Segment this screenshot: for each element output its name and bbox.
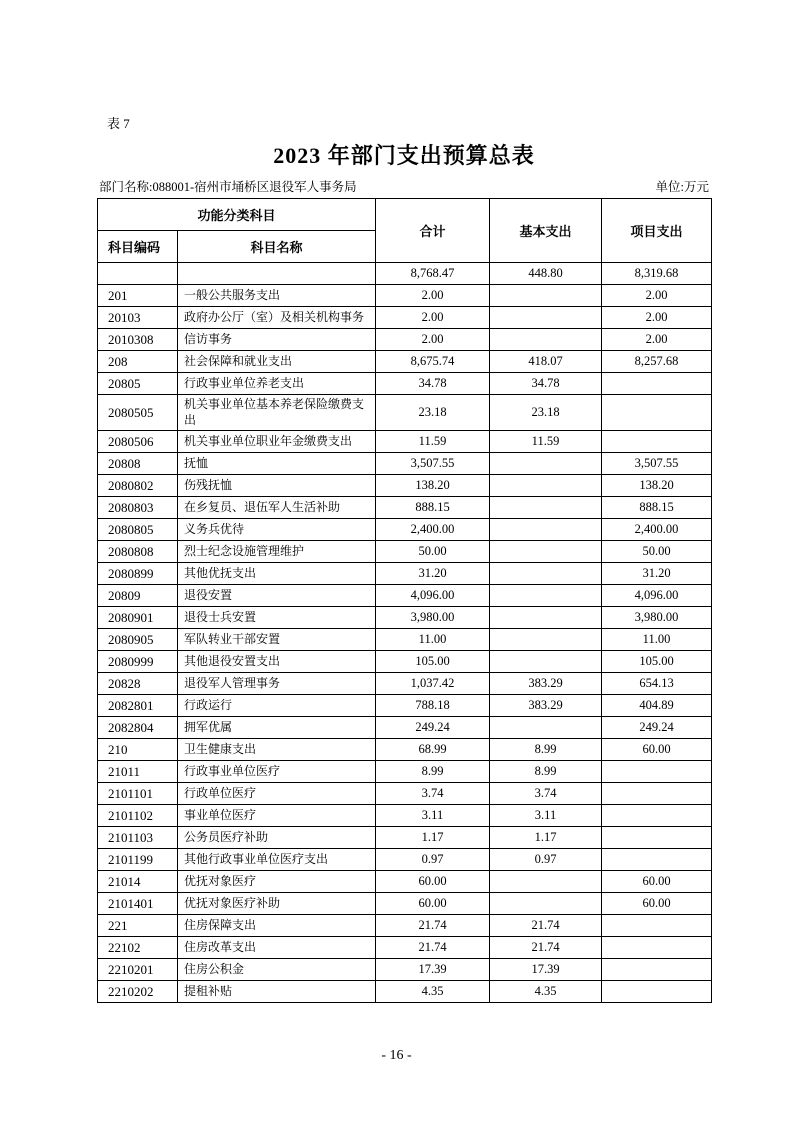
table-row bbox=[98, 827, 712, 849]
subject-name-cell: 行政单位医疗 bbox=[178, 783, 376, 805]
subject-name-cell: 机关事业单位基本养老保险缴费支出 bbox=[178, 395, 376, 431]
total-cell: 4,096.00 bbox=[376, 585, 490, 607]
basic-expense-cell: 418.07 bbox=[490, 351, 602, 373]
total-cell: 60.00 bbox=[376, 893, 490, 915]
subject-code-cell: 2080999 bbox=[98, 651, 178, 673]
subject-name-cell: 其他退役安置支出 bbox=[178, 651, 376, 673]
subject-name-cell: 在乡复员、退伍军人生活补助 bbox=[178, 497, 376, 519]
project-expense-cell bbox=[602, 373, 712, 395]
project-expense-cell: 60.00 bbox=[602, 739, 712, 761]
subject-name-cell: 军队转业干部安置 bbox=[178, 629, 376, 651]
subject-name-cell: 退役士兵安置 bbox=[178, 607, 376, 629]
basic-expense-cell bbox=[490, 585, 602, 607]
subject-code-cell bbox=[98, 263, 178, 285]
project-expense-cell: 2.00 bbox=[602, 329, 712, 351]
project-expense-cell: 8,319.68 bbox=[602, 263, 712, 285]
subject-name-cell: 其他行政事业单位医疗支出 bbox=[178, 849, 376, 871]
table-row bbox=[98, 329, 712, 351]
budget-table bbox=[97, 198, 712, 1003]
total-cell: 2,400.00 bbox=[376, 519, 490, 541]
subject-code-cell: 208 bbox=[98, 351, 178, 373]
subject-code-cell: 2101401 bbox=[98, 893, 178, 915]
table-row bbox=[98, 915, 712, 937]
total-cell: 17.39 bbox=[376, 959, 490, 981]
basic-expense-cell bbox=[490, 519, 602, 541]
subject-name-cell: 住房保障支出 bbox=[178, 915, 376, 937]
subject-name-cell: 行政事业单位养老支出 bbox=[178, 373, 376, 395]
total-cell: 2.00 bbox=[376, 329, 490, 351]
subject-code-cell: 21011 bbox=[98, 761, 178, 783]
table-row bbox=[98, 307, 712, 329]
project-expense-cell: 2.00 bbox=[602, 307, 712, 329]
project-expense-cell bbox=[602, 395, 712, 431]
subject-code-cell: 2082801 bbox=[98, 695, 178, 717]
project-expense-cell bbox=[602, 915, 712, 937]
subject-name-cell: 退役安置 bbox=[178, 585, 376, 607]
basic-expense-cell: 383.29 bbox=[490, 695, 602, 717]
subject-name-cell: 一般公共服务支出 bbox=[178, 285, 376, 307]
subject-name-cell: 伤残抚恤 bbox=[178, 475, 376, 497]
subject-name-cell: 抚恤 bbox=[178, 453, 376, 475]
basic-expense-cell bbox=[490, 307, 602, 329]
table-row bbox=[98, 519, 712, 541]
page-title: 2023 年部门支出预算总表 bbox=[273, 143, 535, 168]
subject-name-cell: 公务员医疗补助 bbox=[178, 827, 376, 849]
table-row bbox=[98, 541, 712, 563]
project-expense-cell bbox=[602, 431, 712, 453]
project-expense-cell: 50.00 bbox=[602, 541, 712, 563]
unit-label: 单位:万元 bbox=[655, 180, 709, 194]
basic-expense-cell bbox=[490, 871, 602, 893]
total-cell: 8,675.74 bbox=[376, 351, 490, 373]
header-functional-category: 功能分类科目 bbox=[98, 199, 376, 231]
header-row-group bbox=[98, 199, 712, 231]
total-cell: 50.00 bbox=[376, 541, 490, 563]
subject-code-cell: 22102 bbox=[98, 937, 178, 959]
subject-name-cell bbox=[178, 263, 376, 285]
project-expense-cell: 2.00 bbox=[602, 285, 712, 307]
total-cell: 8,768.47 bbox=[376, 263, 490, 285]
table-row bbox=[98, 563, 712, 585]
subject-name-cell: 机关事业单位职业年金缴费支出 bbox=[178, 431, 376, 453]
subject-code-cell: 2101199 bbox=[98, 849, 178, 871]
total-cell: 0.97 bbox=[376, 849, 490, 871]
project-expense-cell bbox=[602, 805, 712, 827]
project-expense-cell: 4,096.00 bbox=[602, 585, 712, 607]
subject-name-cell: 政府办公厅（室）及相关机构事务 bbox=[178, 307, 376, 329]
subject-code-cell: 2080905 bbox=[98, 629, 178, 651]
total-cell: 11.59 bbox=[376, 431, 490, 453]
total-cell: 1.17 bbox=[376, 827, 490, 849]
subject-code-cell: 2080506 bbox=[98, 431, 178, 453]
project-expense-cell: 404.89 bbox=[602, 695, 712, 717]
header-project-expense: 项目支出 bbox=[602, 199, 712, 263]
basic-expense-cell bbox=[490, 497, 602, 519]
basic-expense-cell bbox=[490, 541, 602, 563]
total-cell: 34.78 bbox=[376, 373, 490, 395]
subject-code-cell: 20828 bbox=[98, 673, 178, 695]
subject-name-cell: 优抚对象医疗 bbox=[178, 871, 376, 893]
subject-code-cell: 20809 bbox=[98, 585, 178, 607]
project-expense-cell bbox=[602, 981, 712, 1003]
subject-name-cell: 卫生健康支出 bbox=[178, 739, 376, 761]
subject-name-cell: 提租补贴 bbox=[178, 981, 376, 1003]
header-subject-name: 科目名称 bbox=[178, 231, 376, 263]
basic-expense-cell bbox=[490, 717, 602, 739]
meta-row bbox=[97, 178, 711, 195]
subject-code-cell: 2101102 bbox=[98, 805, 178, 827]
table-row bbox=[98, 629, 712, 651]
subject-code-cell: 2080803 bbox=[98, 497, 178, 519]
subject-code-cell: 2080899 bbox=[98, 563, 178, 585]
table-row bbox=[98, 937, 712, 959]
table-row bbox=[98, 805, 712, 827]
table-row bbox=[98, 497, 712, 519]
page-content bbox=[97, 113, 711, 1003]
project-expense-cell bbox=[602, 827, 712, 849]
total-cell: 3,980.00 bbox=[376, 607, 490, 629]
basic-expense-cell: 383.29 bbox=[490, 673, 602, 695]
total-cell: 249.24 bbox=[376, 717, 490, 739]
table-row bbox=[98, 285, 712, 307]
total-cell: 21.74 bbox=[376, 937, 490, 959]
table-row bbox=[98, 351, 712, 373]
total-cell: 3.74 bbox=[376, 783, 490, 805]
project-expense-cell: 888.15 bbox=[602, 497, 712, 519]
subject-name-cell: 行政运行 bbox=[178, 695, 376, 717]
subject-name-cell: 义务兵优待 bbox=[178, 519, 376, 541]
subject-name-cell: 社会保障和就业支出 bbox=[178, 351, 376, 373]
table-row bbox=[98, 651, 712, 673]
project-expense-cell bbox=[602, 849, 712, 871]
subject-code-cell: 2082804 bbox=[98, 717, 178, 739]
total-cell: 3,507.55 bbox=[376, 453, 490, 475]
basic-expense-cell bbox=[490, 453, 602, 475]
basic-expense-cell bbox=[490, 893, 602, 915]
subject-code-cell: 2080802 bbox=[98, 475, 178, 497]
total-cell: 105.00 bbox=[376, 651, 490, 673]
project-expense-cell bbox=[602, 761, 712, 783]
subject-name-cell: 信访事务 bbox=[178, 329, 376, 351]
basic-expense-cell: 448.80 bbox=[490, 263, 602, 285]
basic-expense-cell: 0.97 bbox=[490, 849, 602, 871]
header-subject-code: 科目编码 bbox=[98, 231, 178, 263]
header-basic-expense: 基本支出 bbox=[490, 199, 602, 263]
header-total: 合计 bbox=[376, 199, 490, 263]
table-row bbox=[98, 893, 712, 915]
subject-code-cell: 20805 bbox=[98, 373, 178, 395]
basic-expense-cell bbox=[490, 651, 602, 673]
subject-code-cell: 20103 bbox=[98, 307, 178, 329]
table-row bbox=[98, 717, 712, 739]
subject-code-cell: 2101101 bbox=[98, 783, 178, 805]
subject-code-cell: 2080901 bbox=[98, 607, 178, 629]
table-row bbox=[98, 395, 712, 431]
project-expense-cell: 105.00 bbox=[602, 651, 712, 673]
total-cell: 60.00 bbox=[376, 871, 490, 893]
subject-name-cell: 行政事业单位医疗 bbox=[178, 761, 376, 783]
total-cell: 3.11 bbox=[376, 805, 490, 827]
subject-code-cell: 2010308 bbox=[98, 329, 178, 351]
table-row bbox=[98, 585, 712, 607]
subject-code-cell: 21014 bbox=[98, 871, 178, 893]
basic-expense-cell bbox=[490, 607, 602, 629]
project-expense-cell: 654.13 bbox=[602, 673, 712, 695]
project-expense-cell bbox=[602, 783, 712, 805]
basic-expense-cell: 17.39 bbox=[490, 959, 602, 981]
table-row bbox=[98, 739, 712, 761]
subject-code-cell: 2210202 bbox=[98, 981, 178, 1003]
basic-expense-cell bbox=[490, 285, 602, 307]
total-cell: 788.18 bbox=[376, 695, 490, 717]
basic-expense-cell: 21.74 bbox=[490, 915, 602, 937]
table-row bbox=[98, 431, 712, 453]
total-cell: 1,037.42 bbox=[376, 673, 490, 695]
table-row bbox=[98, 761, 712, 783]
table-label: 表 7 bbox=[107, 116, 130, 131]
table-row bbox=[98, 673, 712, 695]
subject-name-cell: 烈士纪念设施管理维护 bbox=[178, 541, 376, 563]
project-expense-cell: 3,980.00 bbox=[602, 607, 712, 629]
project-expense-cell: 249.24 bbox=[602, 717, 712, 739]
total-cell: 23.18 bbox=[376, 395, 490, 431]
table-row bbox=[98, 607, 712, 629]
subject-code-cell: 210 bbox=[98, 739, 178, 761]
basic-expense-cell bbox=[490, 563, 602, 585]
basic-expense-cell: 4.35 bbox=[490, 981, 602, 1003]
basic-expense-cell bbox=[490, 629, 602, 651]
subject-code-cell: 201 bbox=[98, 285, 178, 307]
table-row bbox=[98, 959, 712, 981]
total-cell: 68.99 bbox=[376, 739, 490, 761]
subject-code-cell: 2080505 bbox=[98, 395, 178, 431]
project-expense-cell bbox=[602, 959, 712, 981]
project-expense-cell: 138.20 bbox=[602, 475, 712, 497]
total-cell: 31.20 bbox=[376, 563, 490, 585]
total-cell: 11.00 bbox=[376, 629, 490, 651]
subject-name-cell: 住房改革支出 bbox=[178, 937, 376, 959]
subject-name-cell: 优抚对象医疗补助 bbox=[178, 893, 376, 915]
subject-code-cell: 221 bbox=[98, 915, 178, 937]
project-expense-cell bbox=[602, 937, 712, 959]
subject-name-cell: 退役军人管理事务 bbox=[178, 673, 376, 695]
subject-name-cell: 拥军优属 bbox=[178, 717, 376, 739]
table-row bbox=[98, 373, 712, 395]
table-row bbox=[98, 981, 712, 1003]
basic-expense-cell: 11.59 bbox=[490, 431, 602, 453]
basic-expense-cell bbox=[490, 475, 602, 497]
table-row bbox=[98, 475, 712, 497]
basic-expense-cell: 21.74 bbox=[490, 937, 602, 959]
table-row bbox=[98, 849, 712, 871]
project-expense-cell: 3,507.55 bbox=[602, 453, 712, 475]
total-cell: 2.00 bbox=[376, 307, 490, 329]
project-expense-cell: 8,257.68 bbox=[602, 351, 712, 373]
total-cell: 21.74 bbox=[376, 915, 490, 937]
project-expense-cell: 31.20 bbox=[602, 563, 712, 585]
table-row bbox=[98, 783, 712, 805]
subject-code-cell: 2080805 bbox=[98, 519, 178, 541]
subject-code-cell: 2101103 bbox=[98, 827, 178, 849]
table-body bbox=[98, 263, 712, 1003]
project-expense-cell: 60.00 bbox=[602, 871, 712, 893]
total-cell: 888.15 bbox=[376, 497, 490, 519]
project-expense-cell: 60.00 bbox=[602, 893, 712, 915]
total-cell: 138.20 bbox=[376, 475, 490, 497]
basic-expense-cell: 23.18 bbox=[490, 395, 602, 431]
basic-expense-cell: 8.99 bbox=[490, 739, 602, 761]
subject-code-cell: 20808 bbox=[98, 453, 178, 475]
project-expense-cell: 2,400.00 bbox=[602, 519, 712, 541]
basic-expense-cell bbox=[490, 329, 602, 351]
total-cell: 8.99 bbox=[376, 761, 490, 783]
table-row bbox=[98, 871, 712, 893]
basic-expense-cell: 8.99 bbox=[490, 761, 602, 783]
page-number: - 16 - bbox=[381, 1048, 412, 1063]
table-row bbox=[98, 263, 712, 285]
subject-name-cell: 其他优抚支出 bbox=[178, 563, 376, 585]
basic-expense-cell: 3.11 bbox=[490, 805, 602, 827]
department-name: 部门名称:088001-宿州市埇桥区退役军人事务局 bbox=[99, 180, 357, 194]
subject-code-cell: 2080808 bbox=[98, 541, 178, 563]
table-row bbox=[98, 453, 712, 475]
basic-expense-cell: 1.17 bbox=[490, 827, 602, 849]
table-row bbox=[98, 695, 712, 717]
total-cell: 4.35 bbox=[376, 981, 490, 1003]
basic-expense-cell: 34.78 bbox=[490, 373, 602, 395]
total-cell: 2.00 bbox=[376, 285, 490, 307]
subject-name-cell: 事业单位医疗 bbox=[178, 805, 376, 827]
subject-name-cell: 住房公积金 bbox=[178, 959, 376, 981]
subject-code-cell: 2210201 bbox=[98, 959, 178, 981]
project-expense-cell: 11.00 bbox=[602, 629, 712, 651]
basic-expense-cell: 3.74 bbox=[490, 783, 602, 805]
